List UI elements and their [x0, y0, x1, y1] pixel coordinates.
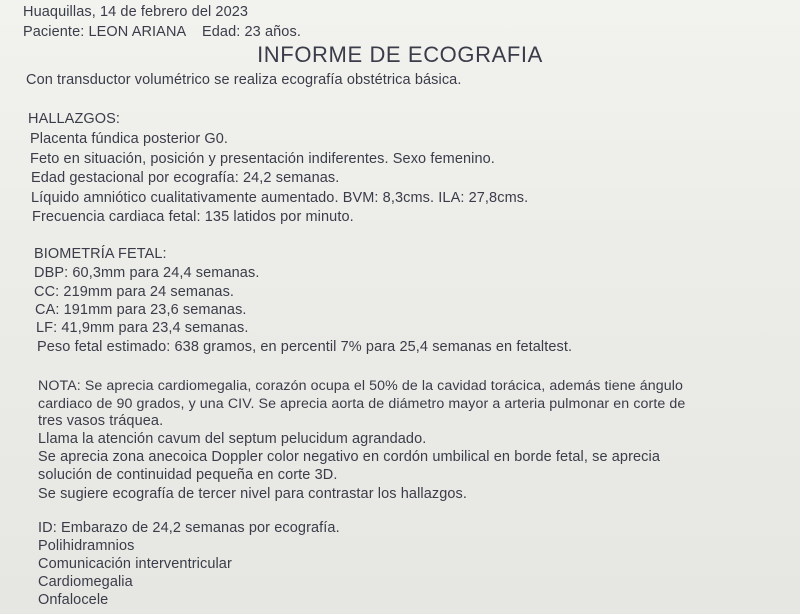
- diagnostico-line: Comunicación interventricular: [38, 556, 232, 572]
- hallazgo-line: Líquido amniótico cualitativamente aumentado. BVM: 8,3cms. ILA: 27,8cms.: [31, 190, 529, 206]
- nota-line: solución de continuidad pequeña en corte 3D.: [38, 467, 338, 483]
- place-date: Huaquillas, 14 de febrero del 2023: [23, 4, 249, 20]
- diagnostico-line: Cardiomegalia: [38, 574, 133, 590]
- biometria-line: CA: 191mm para 23,6 semanas.: [35, 302, 247, 318]
- hallazgo-line: Placenta fúndica posterior G0.: [30, 131, 229, 147]
- biometria-heading: BIOMETRÍA FETAL:: [34, 246, 167, 262]
- nota-line: Se sugiere ecografía de tercer nivel para contrastar los hallazgos.: [38, 486, 468, 502]
- biometria-line: CC: 219mm para 24 semanas.: [34, 284, 235, 300]
- nota-line: NOTA: Se aprecia cardiomegalia, corazón ocupa el 50% de la cavidad torácica, además tiene ángulo: [38, 378, 683, 394]
- diagnostico-line: Onfalocele: [38, 592, 109, 608]
- hallazgo-line: Edad gestacional por ecografía: 24,2 semanas.: [31, 170, 340, 186]
- diagnostico-line: Polihidramnios: [38, 538, 135, 554]
- hallazgo-line: Feto en situación, posición y presentación indiferentes. Sexo femenino.: [30, 151, 495, 167]
- hallazgo-line: Frecuencia cardiaca fetal: 135 latidos por minuto.: [32, 209, 354, 225]
- nota-line: Llama la atención cavum del septum pelucidum agrandado.: [38, 431, 427, 447]
- report-title: INFORME DE ECOGRAFIA: [257, 42, 543, 67]
- intro-text: Con transductor volumétrico se realiza ecografía obstétrica básica.: [26, 72, 462, 88]
- biometria-line: LF: 41,9mm para 23,4 semanas.: [36, 320, 249, 336]
- patient-line: Paciente: LEON ARIANA Edad: 23 años.: [23, 24, 301, 40]
- diagnostico-line: ID: Embarazo de 24,2 semanas por ecografía.: [38, 520, 340, 536]
- nota-line: Se aprecia zona anecoica Doppler color negativo en cordón umbilical en borde fetal, se aprecia: [38, 449, 660, 465]
- biometria-line: Peso fetal estimado: 638 gramos, en percentil 7% para 25,4 semanas en fetaltest.: [37, 339, 573, 355]
- nota-line: tres vasos tráquea.: [38, 413, 164, 429]
- hallazgos-heading: HALLAZGOS:: [28, 111, 121, 127]
- nota-line: cardiaco de 90 grados, y una CIV. Se aprecia aorta de diámetro mayor a arteria pulmonar en corte de: [38, 396, 686, 412]
- biometria-line: DBP: 60,3mm para 24,4 semanas.: [34, 265, 260, 281]
